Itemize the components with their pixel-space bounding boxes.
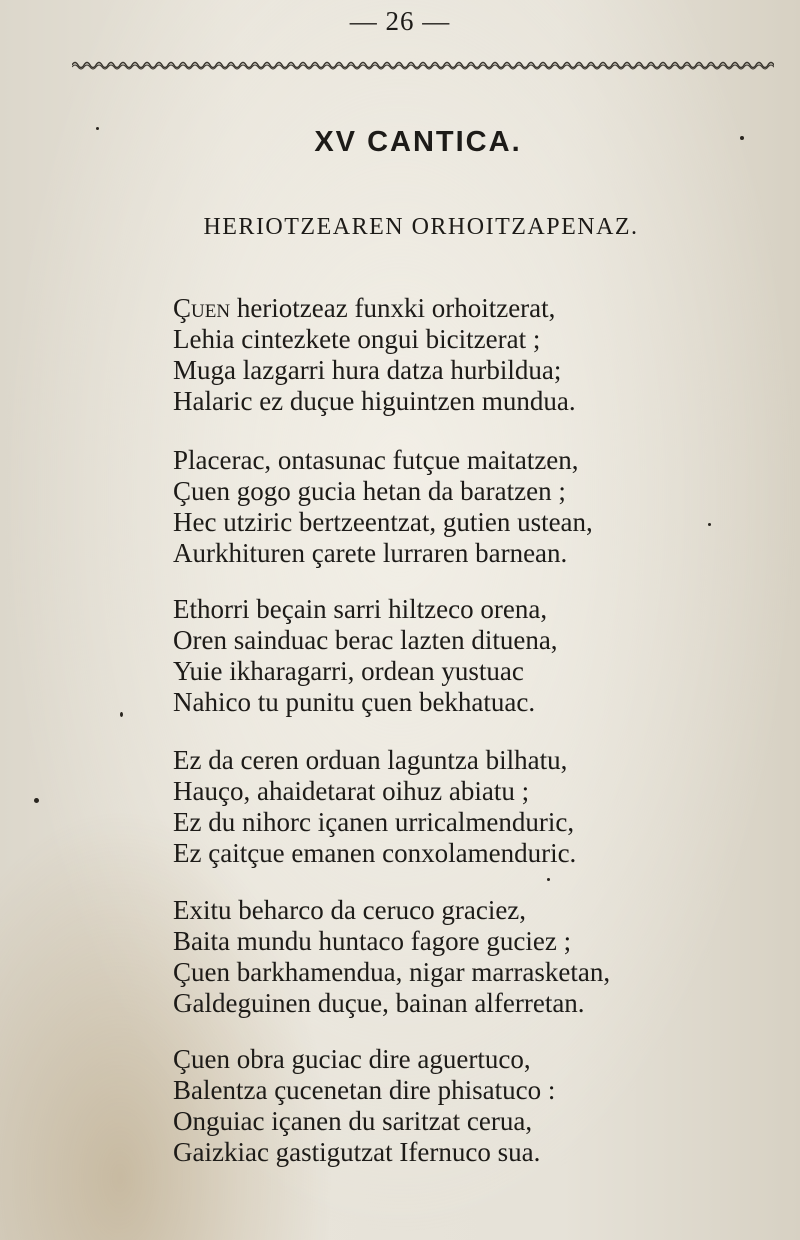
- stanza-5: [173, 895, 733, 1019]
- verse-line: [173, 895, 733, 926]
- verse-line: [173, 807, 733, 838]
- verse-text: heriotzeaz funxki orhoitzerat,: [230, 293, 556, 323]
- verse-text: Halaric ez duçue higuintzen mundua.: [173, 386, 576, 416]
- verse-line: [173, 957, 733, 988]
- ink-speck: [740, 136, 744, 140]
- stanza-4: [173, 745, 733, 869]
- verse-text: Aurkhituren çarete lurraren barnean.: [173, 538, 568, 568]
- verse-line: [173, 1075, 733, 1106]
- verse-text: Balentza çucenetan dire phisatuco :: [173, 1075, 556, 1105]
- verse-line: [173, 838, 733, 869]
- verse-line: [173, 594, 733, 625]
- initial-word: Çuen: [173, 293, 231, 323]
- stanza-1: [173, 293, 733, 417]
- verse-text: Çuen gogo gucia hetan da baratzen ;: [173, 476, 566, 506]
- verse-text: Ez da ceren orduan laguntza bilhatu,: [173, 745, 568, 775]
- verse-line: [173, 656, 733, 687]
- verse-text: Placerac, ontasunac futçue maitatzen,: [173, 445, 579, 475]
- verse-text: Nahico tu punitu çuen bekhatuac.: [173, 687, 536, 717]
- verse-line: [173, 988, 733, 1019]
- wavy-divider: [72, 58, 774, 72]
- verse-text: Çuen barkhamendua, nigar marrasketan,: [173, 957, 611, 987]
- verse-line: [173, 355, 733, 386]
- ink-speck: [96, 127, 99, 130]
- verse-line: [173, 386, 733, 417]
- verse-text: Exitu beharco da ceruco graciez,: [173, 895, 527, 925]
- page-number: — 26 —: [349, 6, 451, 36]
- verse-line: [173, 776, 733, 807]
- verse-line: [173, 507, 733, 538]
- ink-speck: [547, 878, 550, 881]
- verse-text: Çuen obra guciac dire aguertuco,: [173, 1044, 531, 1074]
- verse-line: [173, 293, 733, 324]
- stanza-3: [173, 594, 733, 718]
- ink-speck: [34, 798, 39, 803]
- verse-text: Baita mundu huntaco fagore guciez ;: [173, 926, 572, 956]
- verse-line: [173, 445, 733, 476]
- verse-text: Ez du nihorc içanen urricalmenduric,: [173, 807, 575, 837]
- verse-text: Oren sainduac berac lazten dituena,: [173, 625, 558, 655]
- verse-line: [173, 476, 733, 507]
- ink-speck: [708, 523, 711, 526]
- stanza-6: [173, 1044, 733, 1168]
- stanza-2: [173, 445, 733, 569]
- poem-title: XV CANTICA.: [314, 126, 522, 158]
- verse-line: [173, 1137, 733, 1168]
- ink-speck: [120, 712, 123, 717]
- verse-line: [173, 1044, 733, 1075]
- verse-text: Ethorri beçain sarri hiltzeco orena,: [173, 594, 548, 624]
- verse-text: Onguiac içanen du saritzat cerua,: [173, 1106, 533, 1136]
- verse-text: Galdeguinen duçue, bainan alferretan.: [173, 988, 585, 1018]
- verse-line: [173, 745, 733, 776]
- verse-line: [173, 324, 733, 355]
- verse-text: Muga lazgarri hura datza hurbildua;: [173, 355, 562, 385]
- poem-subtitle: HERIOTZEAREN ORHOITZAPENAZ.: [203, 214, 639, 240]
- verse-line: [173, 538, 733, 569]
- verse-text: Ez çaitçue emanen conxolamenduric.: [173, 838, 577, 868]
- verse-text: Hec utziric bertzeentzat, gutien ustean,: [173, 507, 593, 537]
- verse-line: [173, 687, 733, 718]
- verse-text: Gaizkiac gastigutzat Ifernuco sua.: [173, 1137, 541, 1167]
- verse-text: Yuie ikharagarri, ordean yustuac: [173, 656, 524, 686]
- verse-line: [173, 1106, 733, 1137]
- verse-line: [173, 625, 733, 656]
- verse-text: Hauço, ahaidetarat oihuz abiatu ;: [173, 776, 530, 806]
- verse-line: [173, 926, 733, 957]
- verse-text: Lehia cintezkete ongui bicitzerat ;: [173, 324, 541, 354]
